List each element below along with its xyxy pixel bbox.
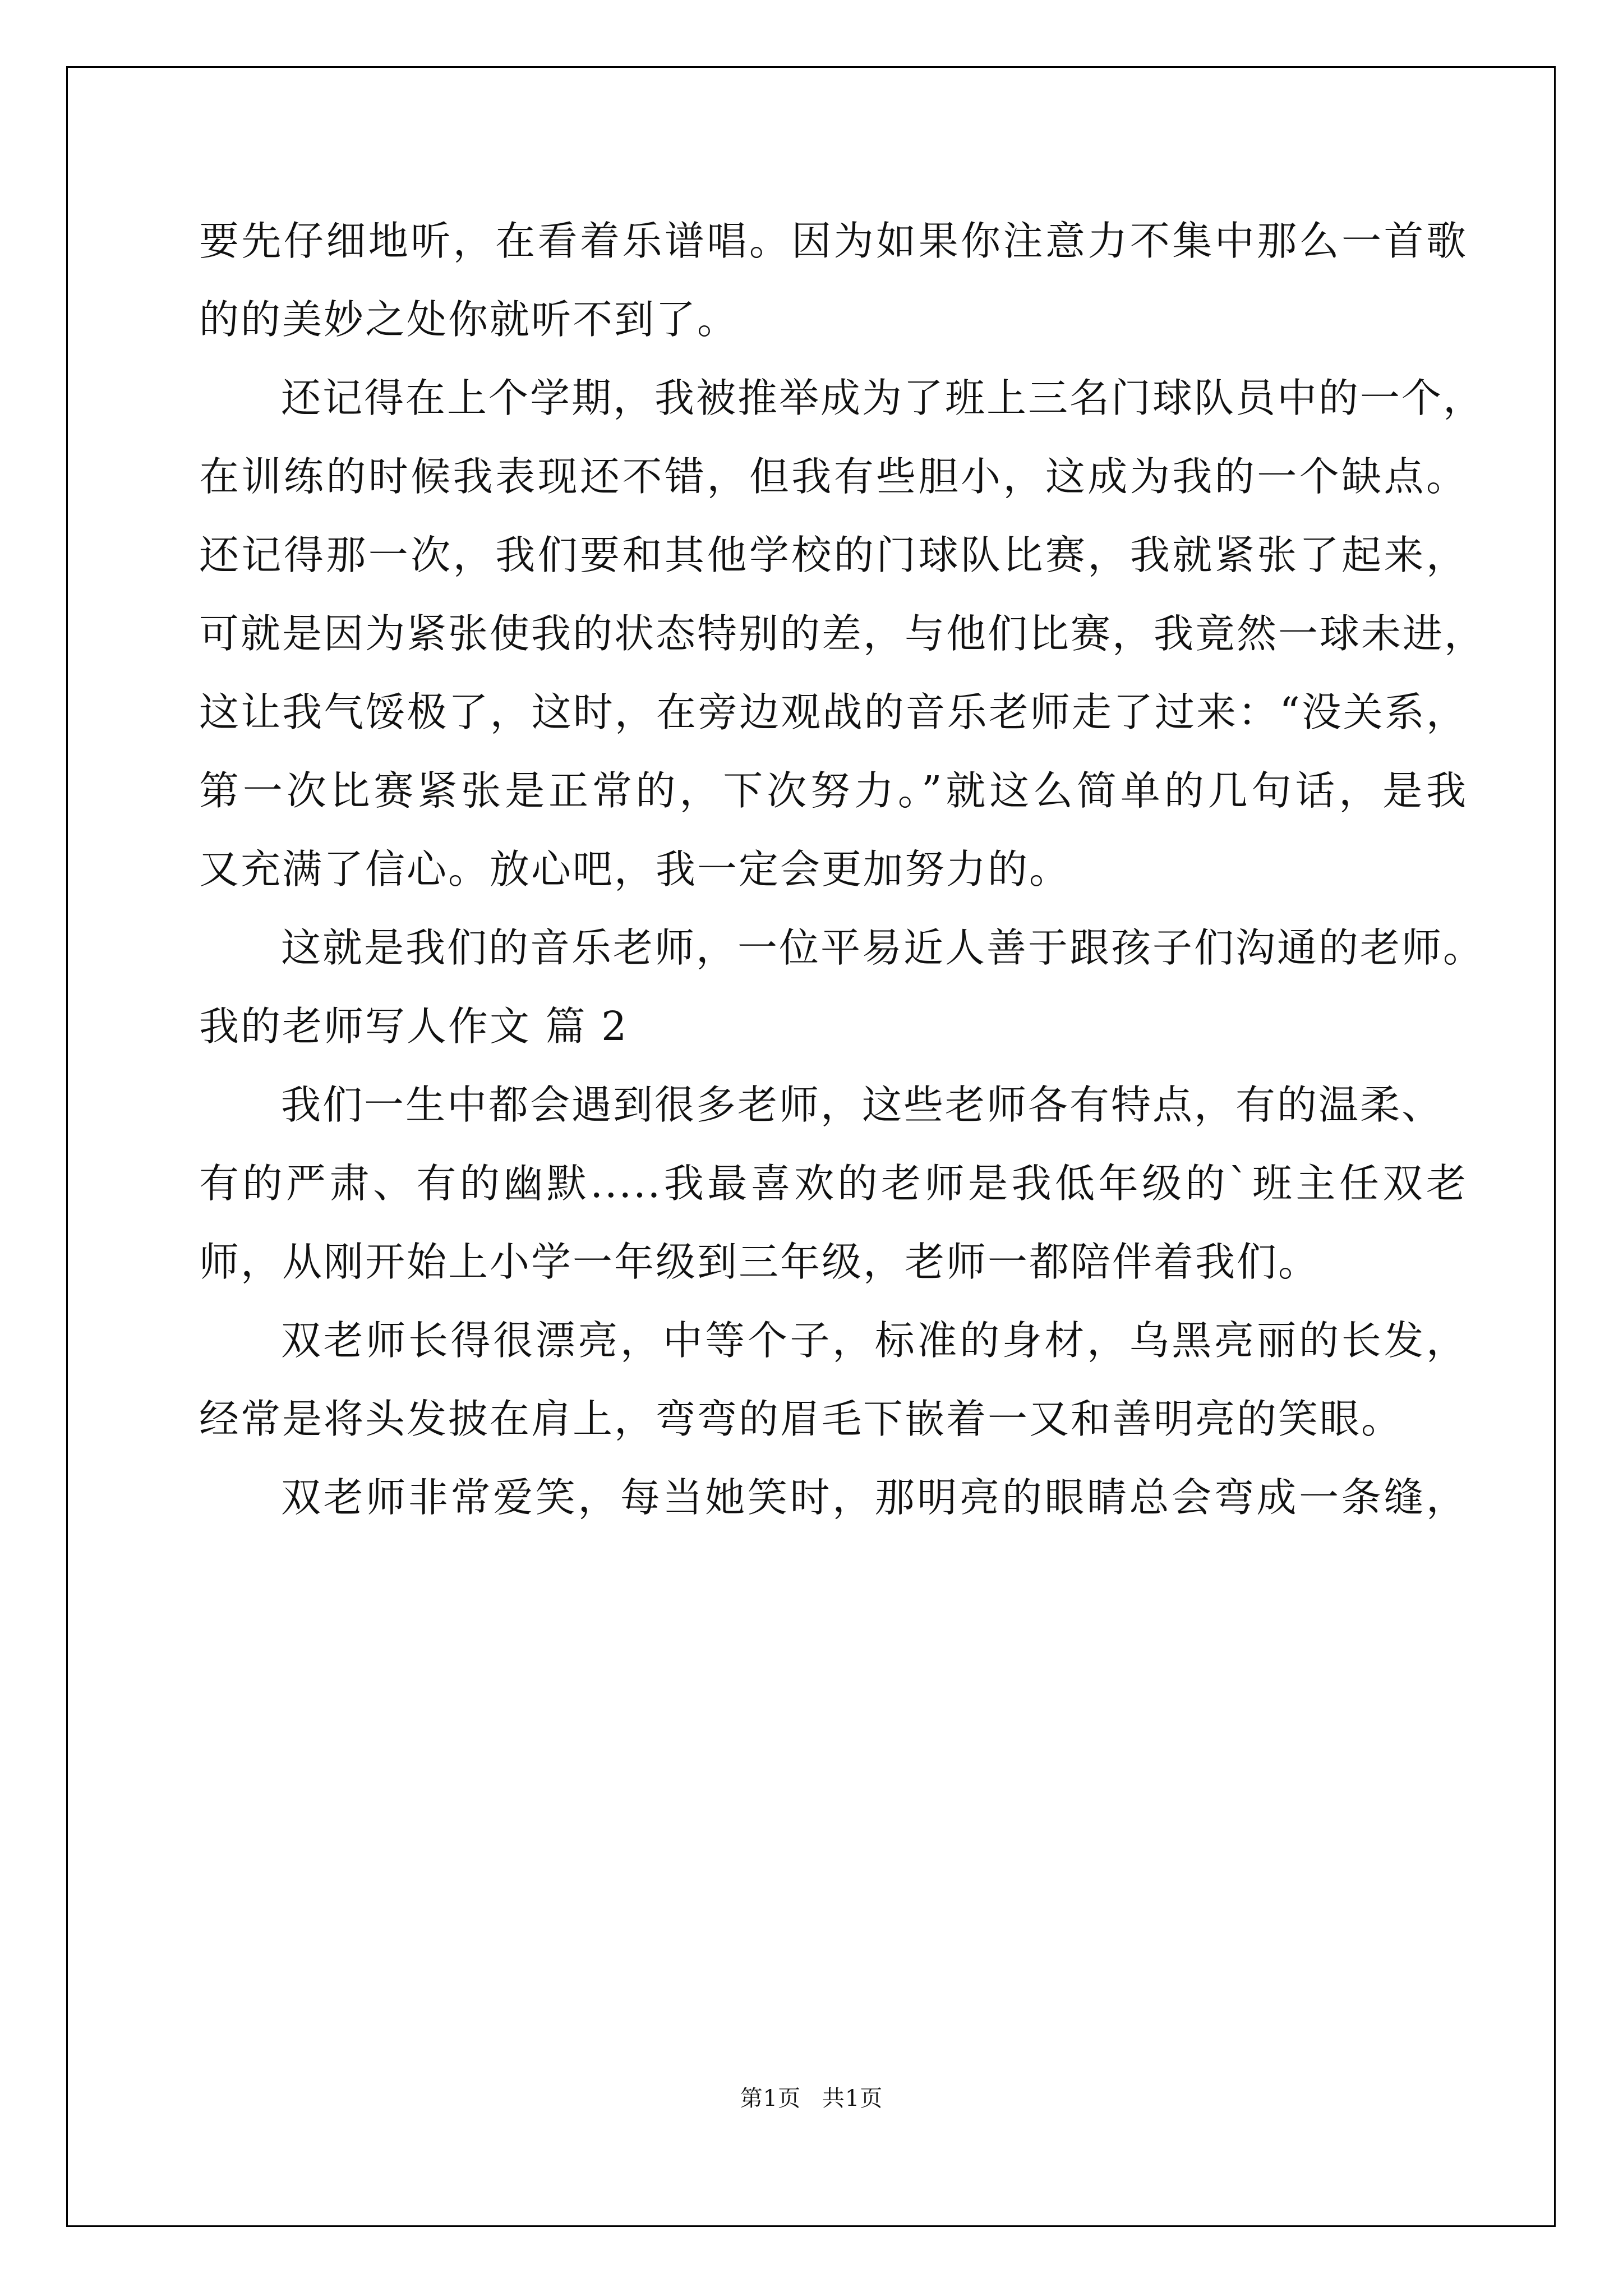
text-line: 还记得在上个学期，我被推举成为了班上三名门球队员中的一个，	[281, 375, 1485, 421]
text-line: 又充满了信心。放心吧，我一定会更加努力的。	[199, 846, 1071, 892]
page-footer	[0, 2081, 1623, 2113]
text-line: 第一次比赛紧张是正常的，下次努力。”就这么简单的几句话，是我	[199, 767, 1468, 814]
page-total: 共1页	[822, 2086, 883, 2111]
section-heading: 我的老师写人作文 篇 2	[199, 1003, 629, 1050]
page-number: 第1页	[740, 2086, 801, 2111]
text-line: 可就是因为紧张使我的状态特别的差，与他们比赛，我竟然一球未进，	[199, 610, 1486, 657]
text-line: 我们一生中都会遇到很多老师，这些老师各有特点，有的温柔、	[281, 1082, 1444, 1128]
text-line: 有的严肃、有的幽默.....我最喜欢的老师是我低年级的`班主任双老	[199, 1160, 1468, 1207]
text-line: 这让我气馁极了，这时，在旁边观战的音乐老师走了过来：“没关系，	[199, 689, 1468, 735]
text-line: 在训练的时候我表现还不错，但我有些胆小，这成为我的一个缺点。	[199, 453, 1468, 500]
text-line: 双老师长得很漂亮，中等个子，标准的身材，乌黑亮丽的长发，	[281, 1317, 1468, 1364]
text-line: 这就是我们的音乐老师，一位平易近人善于跟孩子们沟通的老师。	[281, 924, 1485, 971]
text-line: 师，从刚开始上小学一年级到三年级，老师一都陪伴着我们。	[199, 1239, 1320, 1285]
text-line: 经常是将头发披在肩上，弯弯的眉毛下嵌着一又和善明亮的笑眼。	[199, 1396, 1403, 1442]
text-line: 的的美妙之处你就听不到了。	[199, 296, 739, 343]
text-line: 还记得那一次，我们要和其他学校的门球队比赛，我就紧张了起来，	[199, 532, 1468, 578]
text-line: 双老师非常爱笑，每当她笑时，那明亮的眼睛总会弯成一条缝，	[281, 1474, 1468, 1521]
text-line: 要先仔细地听，在看着乐谱唱。因为如果你注意力不集中那么一首歌	[199, 218, 1468, 264]
